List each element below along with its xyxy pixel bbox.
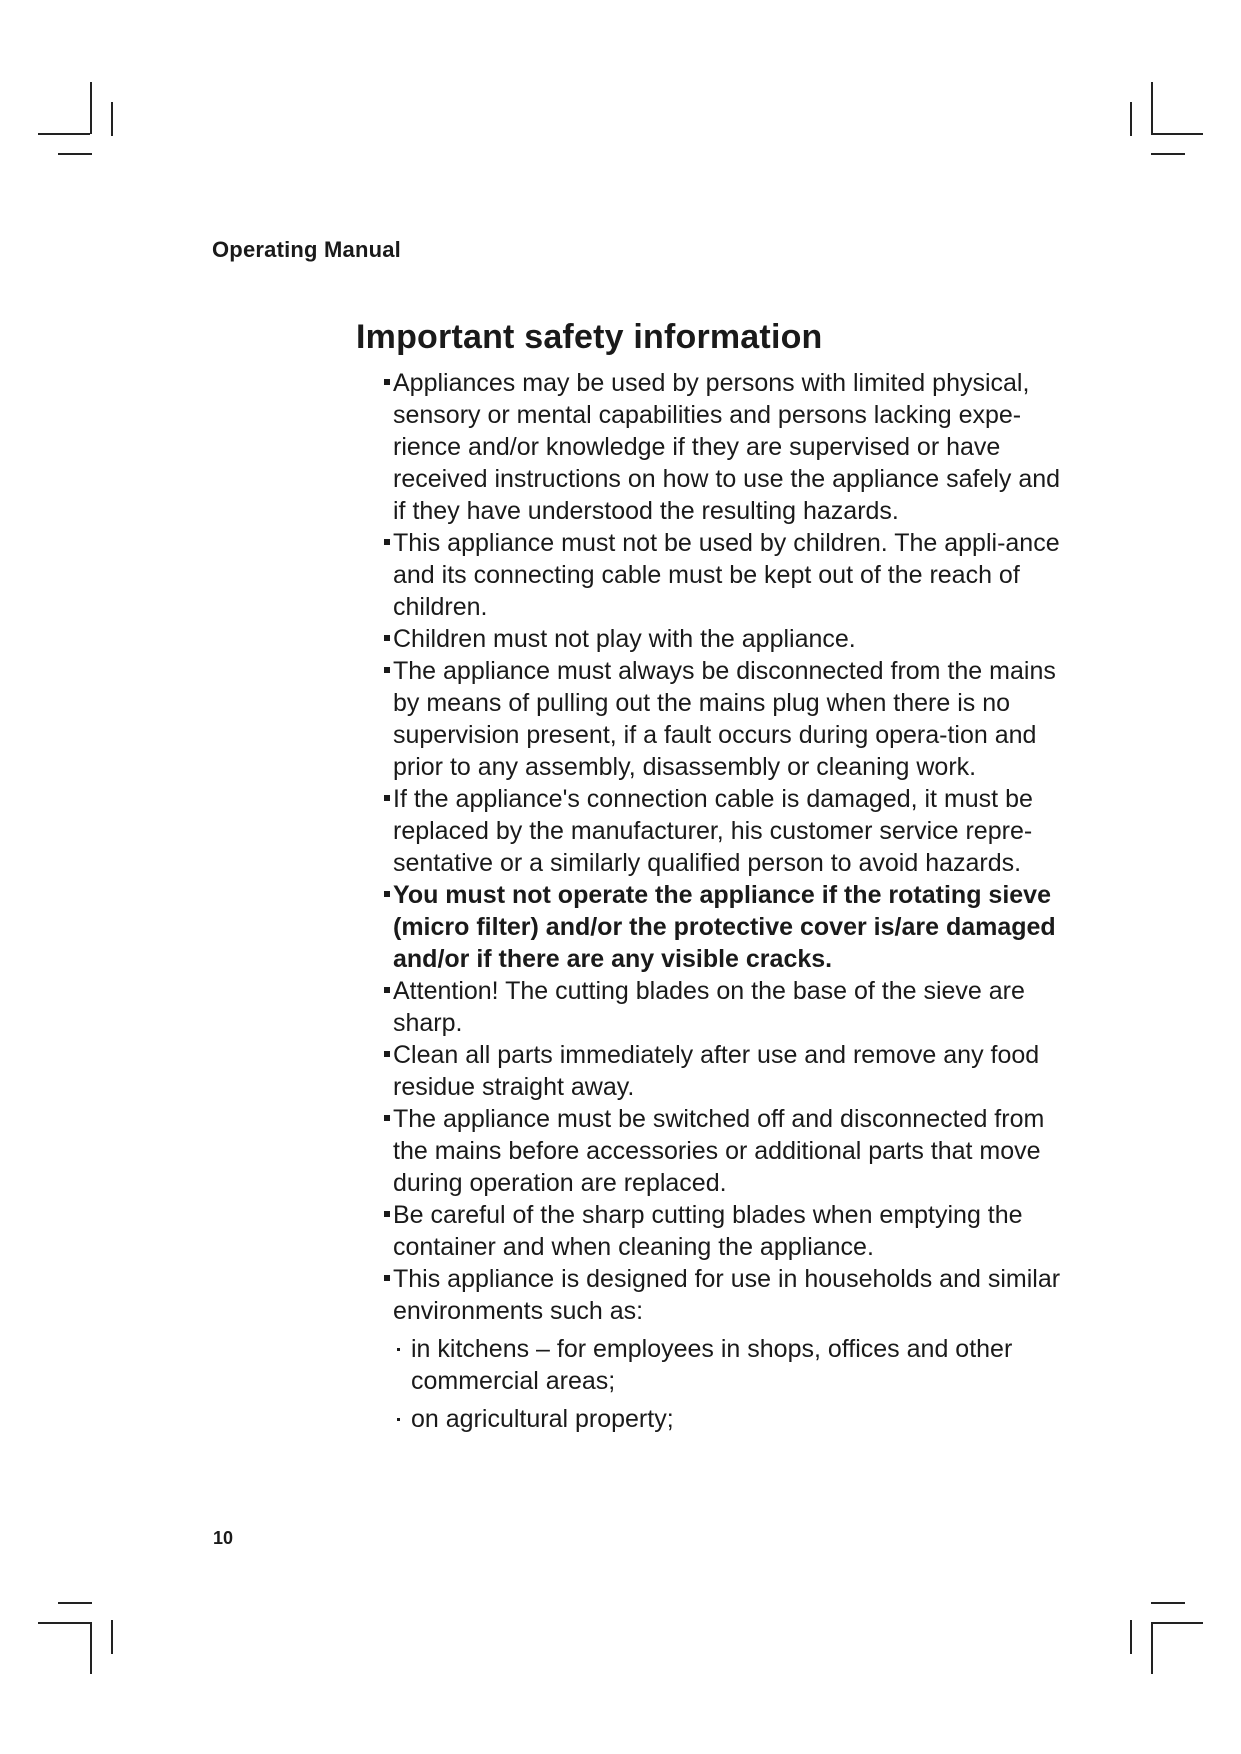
list-item: The appliance must be switched off and disconnected from the mains before accessories or additional parts that move during operation are replaced. <box>384 1103 1076 1199</box>
environment-sublist <box>356 1333 1076 1435</box>
safety-list <box>356 367 1076 1327</box>
section-title: Important safety information <box>356 318 823 356</box>
list-item: The appliance must always be disconnected from the mains by means of pulling out the mains plug when there is no supervision present, if a fault occurs during opera-tion and prior to any assembly, disassembly or cleaning work. <box>384 655 1076 783</box>
sublist-item: in kitchens – for employees in shops, offices and other commercial areas; <box>397 1333 1076 1397</box>
sublist-item: on agricultural property; <box>397 1403 1076 1435</box>
list-item-warning: You must not operate the appliance if the rotating sieve (micro filter) and/or the protective cover is/are damaged and/or if there are any visible cracks. <box>384 879 1076 975</box>
list-item: Clean all parts immediately after use and remove any food residue straight away. <box>384 1039 1076 1103</box>
list-item: Children must not play with the appliance. <box>384 623 1076 655</box>
list-item: Be careful of the sharp cutting blades when emptying the container and when cleaning the appliance. <box>384 1199 1076 1263</box>
list-item: Attention! The cutting blades on the base of the sieve are sharp. <box>384 975 1076 1039</box>
list-item: This appliance must not be used by children. The appli-ance and its connecting cable must be kept out of the reach of children. <box>384 527 1076 623</box>
list-item: If the appliance's connection cable is damaged, it must be replaced by the manufacturer, his customer service repre-sentative or a similarly qualified person to avoid hazards. <box>384 783 1076 879</box>
page-number: 10 <box>213 1528 234 1548</box>
running-header: Operating Manual <box>212 237 401 262</box>
list-item: Appliances may be used by persons with limited physical, sensory or mental capabilities and persons lacking expe-rience and/or knowledge if they are supervised or have received instructions on how to use the appliance safely and if they have understood the resulting hazards. <box>384 367 1076 527</box>
list-item: This appliance is designed for use in households and similar environments such as: <box>384 1263 1076 1327</box>
safety-section <box>356 318 1076 1441</box>
